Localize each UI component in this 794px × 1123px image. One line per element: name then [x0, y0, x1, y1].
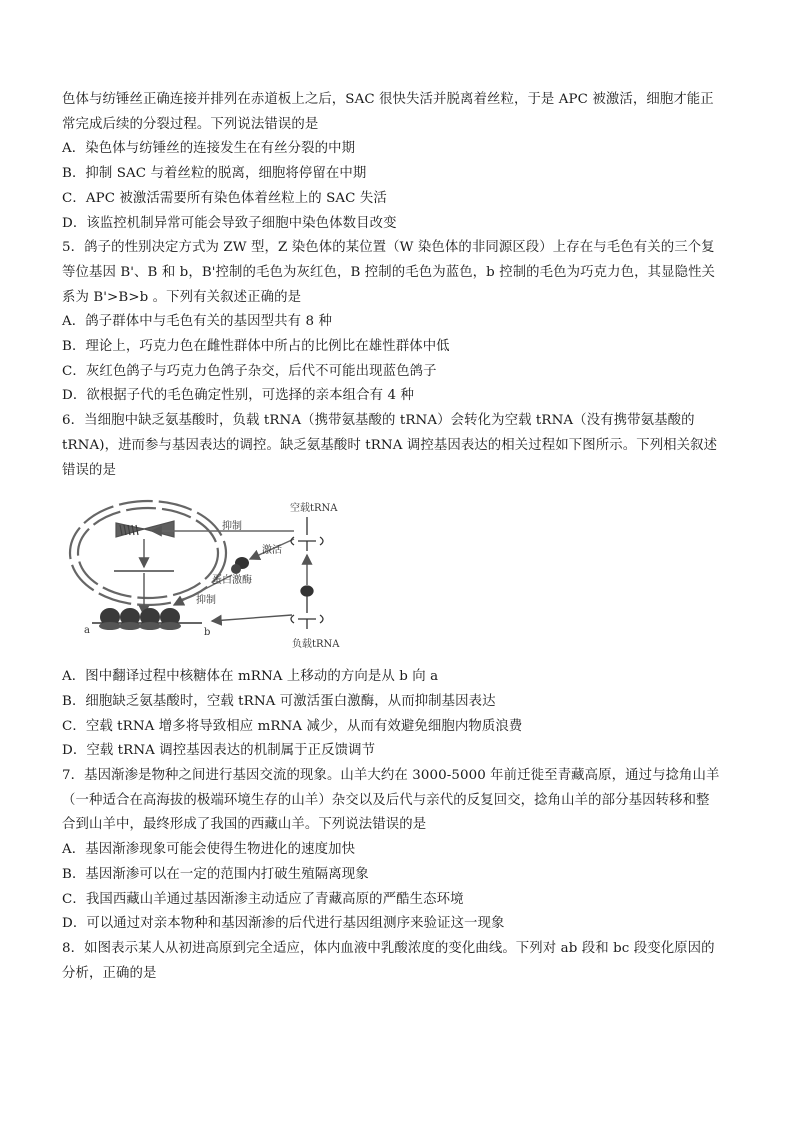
q7-stem-line: （一种适合在高海拔的极端环境生存的山羊）杂交以及后代与亲代的反复回交，捻角山羊的部分基因转移和整	[62, 792, 710, 808]
question-6	[62, 409, 742, 764]
kinase-label: 蛋白激酶	[212, 575, 252, 587]
mrna-end-b: b	[204, 627, 211, 639]
question-8	[62, 937, 742, 986]
inhibit-label-top: 抑制	[222, 521, 242, 533]
q5-option-a: A．鸽子群体中与毛色有关的基因型共有 8 种	[62, 314, 332, 330]
q4-option-b: B．抑制 SAC 与着丝粒的脱离，细胞将停留在中期	[62, 166, 367, 182]
q5-stem-line: 系为 B'>B>b 。下列有关叙述正确的是	[62, 289, 302, 305]
mrna-end-a: a	[84, 625, 90, 637]
ribosome-chain-icon	[92, 608, 202, 630]
q6-option-c: C．空载 tRNA 增多将导致相应 mRNA 减少，从而有效避免细胞内物质浪费	[62, 718, 523, 734]
question-5	[62, 236, 742, 409]
q7-option-a: A．基因渐渗现象可能会使得生物进化的速度加快	[62, 842, 356, 858]
q4-option-d: D．该监控机制异常可能会导致子细胞中染色体数目改变	[62, 215, 397, 231]
q6-option-d: D．空载 tRNA 调控基因表达的机制属于正反馈调节	[62, 743, 376, 759]
trna-regulation-diagram	[62, 495, 362, 655]
loaded-to-ribosome-arrow	[212, 615, 292, 621]
q7-stem-line: 合到山羊中，最终形成了我国的西藏山羊。下列说法错误的是	[62, 817, 427, 833]
q5-option-b: B．理论上，巧克力色在雌性群体中所占的比例比在雄性群体中低	[62, 339, 450, 355]
q7-option-b: B．基因渐渗可以在一定的范围内打破生殖隔离现象	[62, 866, 369, 882]
q7-stem-line: 7．基因渐渗是物种之间进行基因交流的现象。山羊大约在 3000-5000 年前迁徙至青藏高原，通过与捻角山羊	[62, 768, 720, 784]
q6-stem-line: tRNA)，进而参与基因表达的调控。缺乏氨基酸时 tRNA 调控基因表达的相关过程如下图所示。下列相关叙述	[62, 437, 718, 453]
question-4	[62, 88, 742, 236]
activate-label: 激活	[262, 545, 282, 557]
q7-option-d: D．可以通过对亲本物种和基因渐渗的后代进行基因组测序来验证这一现象	[62, 916, 505, 932]
q6-stem-line: 6．当细胞中缺乏氨基酸时，负载 tRNA（携带氨基酸的 tRNA）会转化为空载 tRNA（没有携带氨基酸的	[62, 413, 695, 429]
q4-option-c: C．APC 被激活需要所有染色体着丝粒上的 SAC 失活	[62, 190, 387, 206]
q6-option-a: A．图中翻译过程中核糖体在 mRNA 上移动的方向是从 b 向 a	[62, 669, 439, 685]
q7-option-c: C．我国西藏山羊通过基因渐渗主动适应了青藏高原的严酷生态环境	[62, 891, 464, 907]
q5-option-d: D．欲根据子代的毛色确定性别，可选择的亲本组合有 4 种	[62, 388, 414, 404]
dna-icon	[116, 521, 174, 537]
empty-trna-icon	[291, 517, 323, 551]
empty-trna-label: 空载tRNA	[290, 503, 338, 515]
q8-stem-line: 分析，正确的是	[62, 965, 157, 981]
q6-option-b: B．细胞缺乏氨基酸时，空载 tRNA 可激活蛋白激酶，从而抑制基因表达	[62, 693, 496, 709]
loaded-trna-icon	[291, 586, 323, 629]
q4-option-a: A．染色体与纺锤丝的连接发生在有丝分裂的中期	[62, 141, 356, 157]
question-7	[62, 764, 742, 937]
loaded-trna-label: 负载tRNA	[292, 639, 340, 651]
q4-stem-line: 常完成后续的分裂过程。下列说法错误的是	[62, 116, 319, 132]
nucleus-envelope	[70, 501, 226, 605]
q5-stem-line: 5．鸽子的性别决定方式为 ZW 型，Z 染色体的某位置（W 染色体的非同源区段）上存在与毛色有关的三个复	[62, 240, 715, 256]
inhibit-label-bottom: 抑制	[196, 595, 216, 607]
q6-stem-line: 错误的是	[62, 462, 116, 478]
q5-option-c: C．灰红色鸽子与巧克力色鸽子杂交，后代不可能出现蓝色鸽子	[62, 363, 437, 379]
q5-stem-line: 等位基因 B'、B 和 b，B'控制的毛色为灰红色，B 控制的毛色为蓝色，b 控制的毛色为巧克力色，其显隐性关	[62, 264, 716, 280]
q8-stem-line: 8．如图表示某人从初进高原到完全适应，体内血液中乳酸浓度的变化曲线。下列对 ab 段和 bc 段变化原因的	[62, 940, 715, 956]
exam-page	[62, 88, 742, 986]
q4-stem-line: 色体与纺锤丝正确连接并排列在赤道板上之后，SAC 很快失活并脱离着丝粒，于是 APC 被激活，细胞才能正	[62, 92, 714, 107]
